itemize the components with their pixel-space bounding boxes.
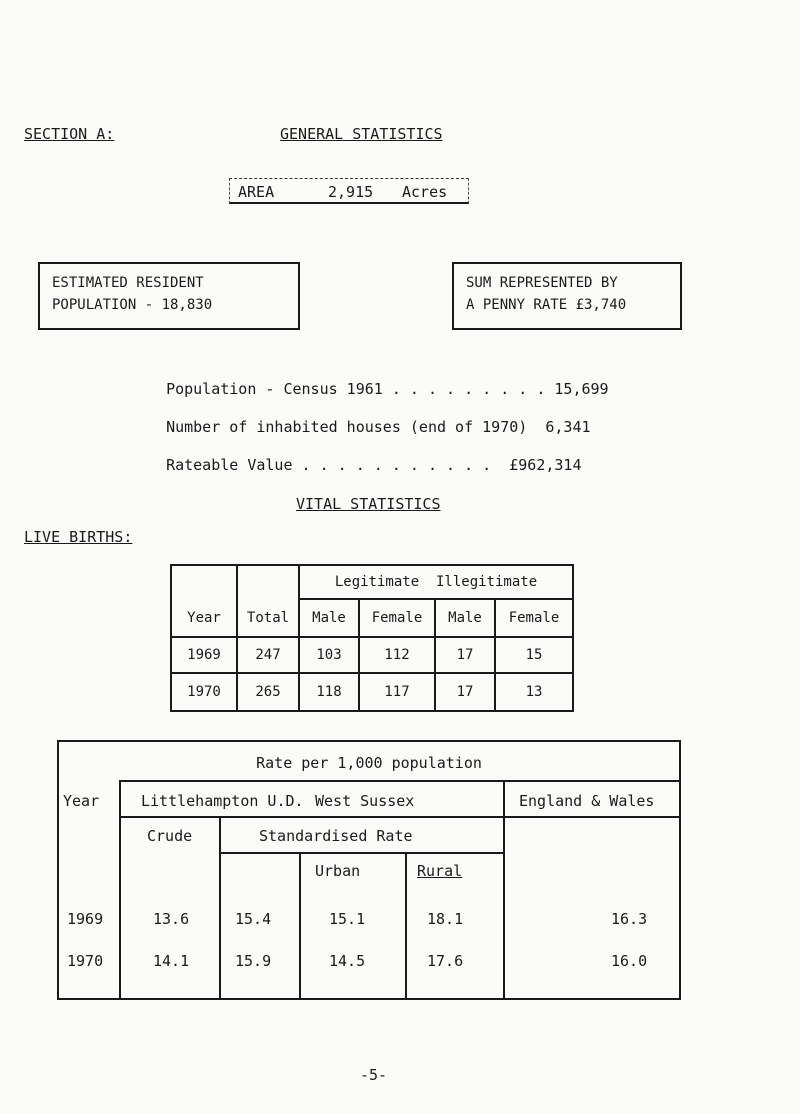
births-cell: 13 — [495, 673, 573, 711]
rate-col-west-sussex: West Sussex — [315, 792, 415, 810]
rule — [405, 852, 407, 998]
rate-row-rural: 18.1 — [427, 910, 464, 928]
rate-title: Rate per 1,000 population — [256, 754, 482, 772]
births-cell: 247 — [237, 637, 299, 673]
rate-row-crude: 13.6 — [153, 910, 190, 928]
rate-urban-label: Urban — [315, 862, 361, 880]
births-header-male-leg: Male — [299, 599, 359, 637]
rule — [219, 816, 221, 998]
births-header-female-leg: Female — [359, 599, 435, 637]
rate-row-year: 1969 — [67, 910, 104, 928]
births-header-total: Total — [237, 599, 299, 637]
rate-rural-label: Rural — [417, 862, 463, 880]
area-value: 2,915 — [328, 183, 374, 201]
rate-row-england: 16.3 — [611, 910, 648, 928]
population-box — [38, 262, 300, 330]
population-line2: POPULATION - 18,830 — [52, 297, 213, 313]
rate-standardised-label: Standardised Rate — [259, 827, 413, 845]
fact-leader: . . . . . . . . . — [382, 380, 546, 398]
rule — [503, 780, 505, 998]
rate-row-std: 15.9 — [235, 952, 272, 970]
area-unit: Acres — [402, 183, 448, 201]
population-line1: ESTIMATED RESIDENT — [52, 275, 204, 291]
births-header-female-illeg: Female — [495, 599, 573, 637]
fact-value: 15,699 — [554, 380, 609, 398]
rate-row-std: 15.4 — [235, 910, 272, 928]
area-label: AREA — [238, 183, 275, 201]
rate-row-urban: 15.1 — [329, 910, 366, 928]
table-row — [171, 673, 573, 711]
rate-year-label: Year — [63, 792, 100, 810]
births-cell: 17 — [435, 673, 495, 711]
births-header-male-illeg: Male — [435, 599, 495, 637]
fact-leader: . . . . . . . . . . . — [292, 456, 492, 474]
penny-rate-box — [452, 262, 682, 330]
rule — [119, 816, 681, 818]
table-row — [171, 637, 573, 673]
rule — [119, 780, 121, 998]
rate-row-england: 16.0 — [611, 952, 648, 970]
area-box — [229, 178, 469, 204]
rate-row-year: 1970 — [67, 952, 104, 970]
penny-line1: SUM REPRESENTED BY — [466, 275, 618, 291]
fact-census — [148, 362, 609, 398]
page-number: -5- — [360, 1066, 388, 1084]
fact-label: Rateable Value — [166, 456, 293, 474]
births-cell: 1969 — [171, 637, 237, 673]
births-cell: 118 — [299, 673, 359, 711]
fact-value: £962,314 — [509, 456, 582, 474]
births-cell: 15 — [495, 637, 573, 673]
births-table — [170, 564, 574, 712]
births-cell: 17 — [435, 637, 495, 673]
fact-label: Population - Census 1961 — [166, 380, 383, 398]
rate-row-rural: 17.6 — [427, 952, 464, 970]
penny-line2: A PENNY RATE £3,740 — [466, 297, 627, 313]
births-group-header: Legitimate Illegitimate — [299, 565, 573, 599]
rate-crude-label: Crude — [147, 827, 193, 845]
rate-row-crude: 14.1 — [153, 952, 190, 970]
rate-row-urban: 14.5 — [329, 952, 366, 970]
rate-table — [57, 740, 681, 1000]
page-title: GENERAL STATISTICS — [280, 125, 443, 143]
fact-value: 6,341 — [545, 418, 591, 436]
fact-houses — [148, 400, 591, 436]
births-cell: 117 — [359, 673, 435, 711]
section-label: SECTION A: — [24, 125, 115, 143]
births-empty-year — [171, 565, 237, 599]
births-cell: 103 — [299, 637, 359, 673]
rate-col-littlehampton: Littlehampton U.D. — [141, 792, 304, 810]
births-cell: 112 — [359, 637, 435, 673]
vital-heading: VITAL STATISTICS — [296, 495, 441, 513]
births-cell: 265 — [237, 673, 299, 711]
fact-rateable — [148, 438, 582, 474]
live-births-heading: LIVE BIRTHS: — [24, 528, 133, 546]
rate-col-england: England & Wales — [519, 792, 655, 810]
births-empty-total — [237, 565, 299, 599]
rule — [219, 852, 503, 854]
births-header-year: Year — [171, 599, 237, 637]
rule — [119, 780, 681, 782]
births-cell: 1970 — [171, 673, 237, 711]
rule — [299, 852, 301, 998]
fact-label: Number of inhabited houses (end of 1970) — [166, 418, 528, 436]
